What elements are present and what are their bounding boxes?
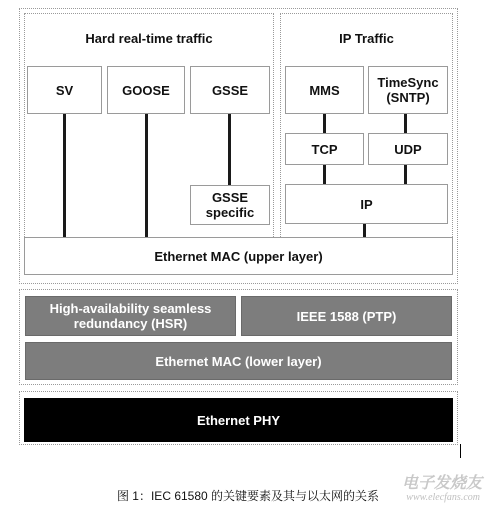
ethernet-phy-box: Ethernet PHY [24,398,453,442]
ip-mac-connector-line [363,224,366,238]
ip-box: IP [285,184,448,224]
figure-caption: 图 1：IEC 61580 的关键要素及其与以太网的关系 [116,489,380,503]
timesync-udp-connector-line [404,114,407,134]
ethernet-mac-upper-box: Ethernet MAC (upper layer) [24,237,453,275]
mms-box: MMS [285,66,364,114]
goose-box: GOOSE [107,66,185,114]
hard-realtime-group [24,13,274,275]
udp-box: UDP [368,133,448,165]
ethernet-mac-lower-box: Ethernet MAC (lower layer) [25,342,452,380]
tcp-box: TCP [285,133,364,165]
gsse-specific-box: GSSE specific [190,185,270,225]
ip-traffic-title: IP Traffic [339,31,394,46]
timesync-box: TimeSync (SNTP) [368,66,448,114]
hard-realtime-title: Hard real-time traffic [85,31,213,46]
ieee-1588-box: IEEE 1588 (PTP) [241,296,452,336]
gsse-connector-line [228,114,231,186]
tick-mark [460,444,461,458]
tcp-ip-connector-line [323,164,326,184]
udp-ip-connector-line [404,164,407,184]
gsse-box: GSSE [190,66,270,114]
watermark-url: www.elecfans.com [406,492,480,503]
watermark-logo: 电子发烧友 [401,475,482,492]
mms-tcp-connector-line [323,114,326,134]
goose-connector-line [145,114,148,238]
sv-connector-line [63,114,66,238]
sv-box: SV [27,66,102,114]
hsr-box: High-availability seamless redundancy (HSR) [25,296,236,336]
